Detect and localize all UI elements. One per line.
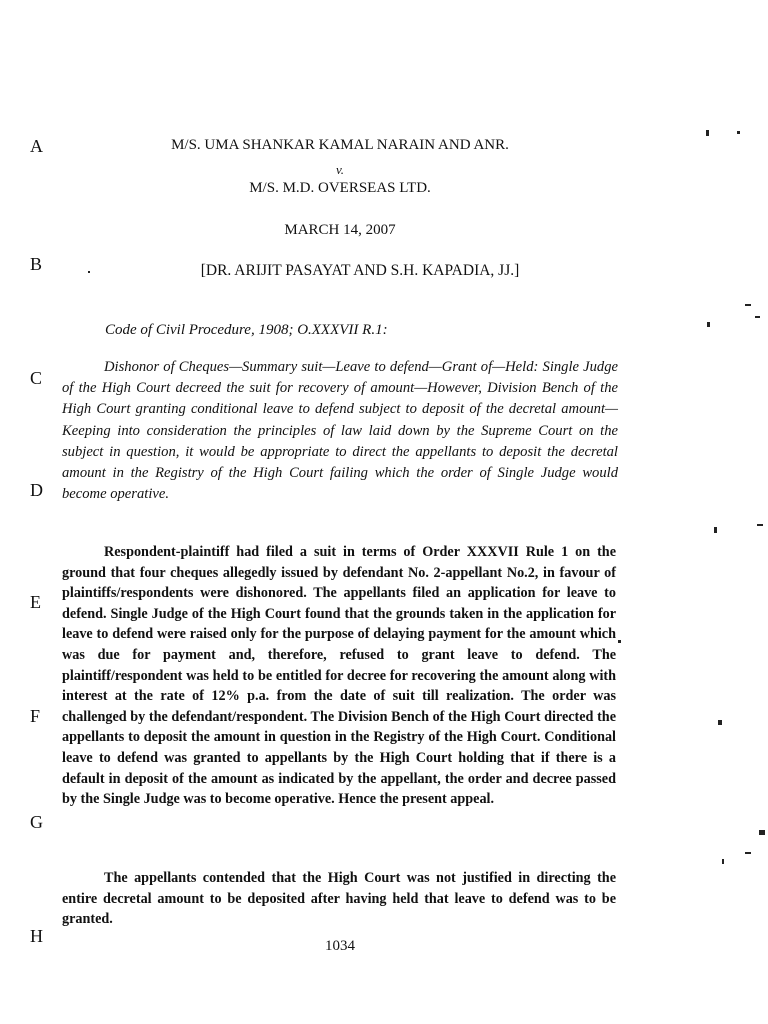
margin-letter-b: B	[30, 254, 43, 274]
margin-letter-e: E	[30, 592, 41, 612]
margin-letter-c: C	[30, 368, 43, 388]
speck	[745, 852, 751, 854]
speck	[618, 640, 621, 643]
speck	[706, 130, 709, 136]
speck	[755, 316, 760, 318]
speck	[737, 131, 740, 134]
margin-letter-g: G	[30, 812, 43, 832]
page-number: 1034	[325, 938, 355, 954]
speck	[714, 527, 717, 533]
bench: [DR. ARIJIT PASAYAT AND S.H. KAPADIA, JJ.]	[200, 262, 520, 279]
parties-line-2: M/S. M.D. OVERSEAS LTD.	[249, 180, 431, 196]
speck	[707, 322, 710, 327]
margin-letter-f: F	[30, 706, 41, 726]
speck	[722, 859, 724, 864]
headnote-label: Code of Civil Procedure, 1908; O.XXXVII R.1:	[105, 322, 388, 338]
margin-letter-h: H	[30, 926, 43, 946]
body-paragraph-2: The appellants contended that the High Court was not justified in directing the entire decretal amount to be deposited after having held that leave to defend was to be granted.	[62, 870, 616, 928]
speck	[718, 720, 722, 725]
speck	[757, 524, 763, 526]
body-paragraph-1: Respondent-plaintiff had filed a suit in terms of Order XXXVII Rule 1 on the ground that four cheques allegedly issued by defendant No. 2-appellant No.2, in favour of plaintiffs/respondents were dishonored. The appellants filed an application for leave to defend. Single Judge of the High Court found that the grounds taken in the application for leave to defend were raised only for the purpose of delaying payment for the amount which was due for payment and, therefore, refused to grant leave to defend. The plaintiff/respondent was held to be entitled for decree for recovering the amount along with interest at the rate of 12% p.a. from the date of suit till realization. The order was challenged by the defendant/respondent. The Division Bench of the High Court directed the appellants to deposit the amount in question in the Registry of the High Court. Conditional leave to defend was granted to appellants by the High Court holding that if there is a default in deposit of the amount as indicated by the appellant, the order and decree passed by the Single Judge was to become operative. Hence the present appeal.	[62, 544, 616, 808]
speck	[745, 304, 751, 306]
speck	[759, 830, 765, 835]
versus: v.	[335, 162, 345, 177]
margin-letter-a: A	[30, 136, 43, 156]
margin-letter-d: D	[30, 480, 43, 500]
speck	[88, 271, 90, 273]
headnote-text: Dishonor of Cheques—Summary suit—Leave to defend—Grant of—Held: Single Judge of the High Court decreed the suit for recovery of amount—However, Division Bench of the High Court granting conditional leave to defend subject to deposit of the decretal amount—Keeping into consideration the principles of law laid down by the Supreme Court on the subject in question, it would be appropriate to direct the appellants to deposit the decretal amount in the Registry of the High Court failing which the order of Single Judge would become operative.	[62, 359, 618, 503]
judgment-date: MARCH 14, 2007	[284, 222, 396, 238]
parties-line-1: M/S. UMA SHANKAR KAMAL NARAIN AND ANR.	[171, 137, 509, 153]
